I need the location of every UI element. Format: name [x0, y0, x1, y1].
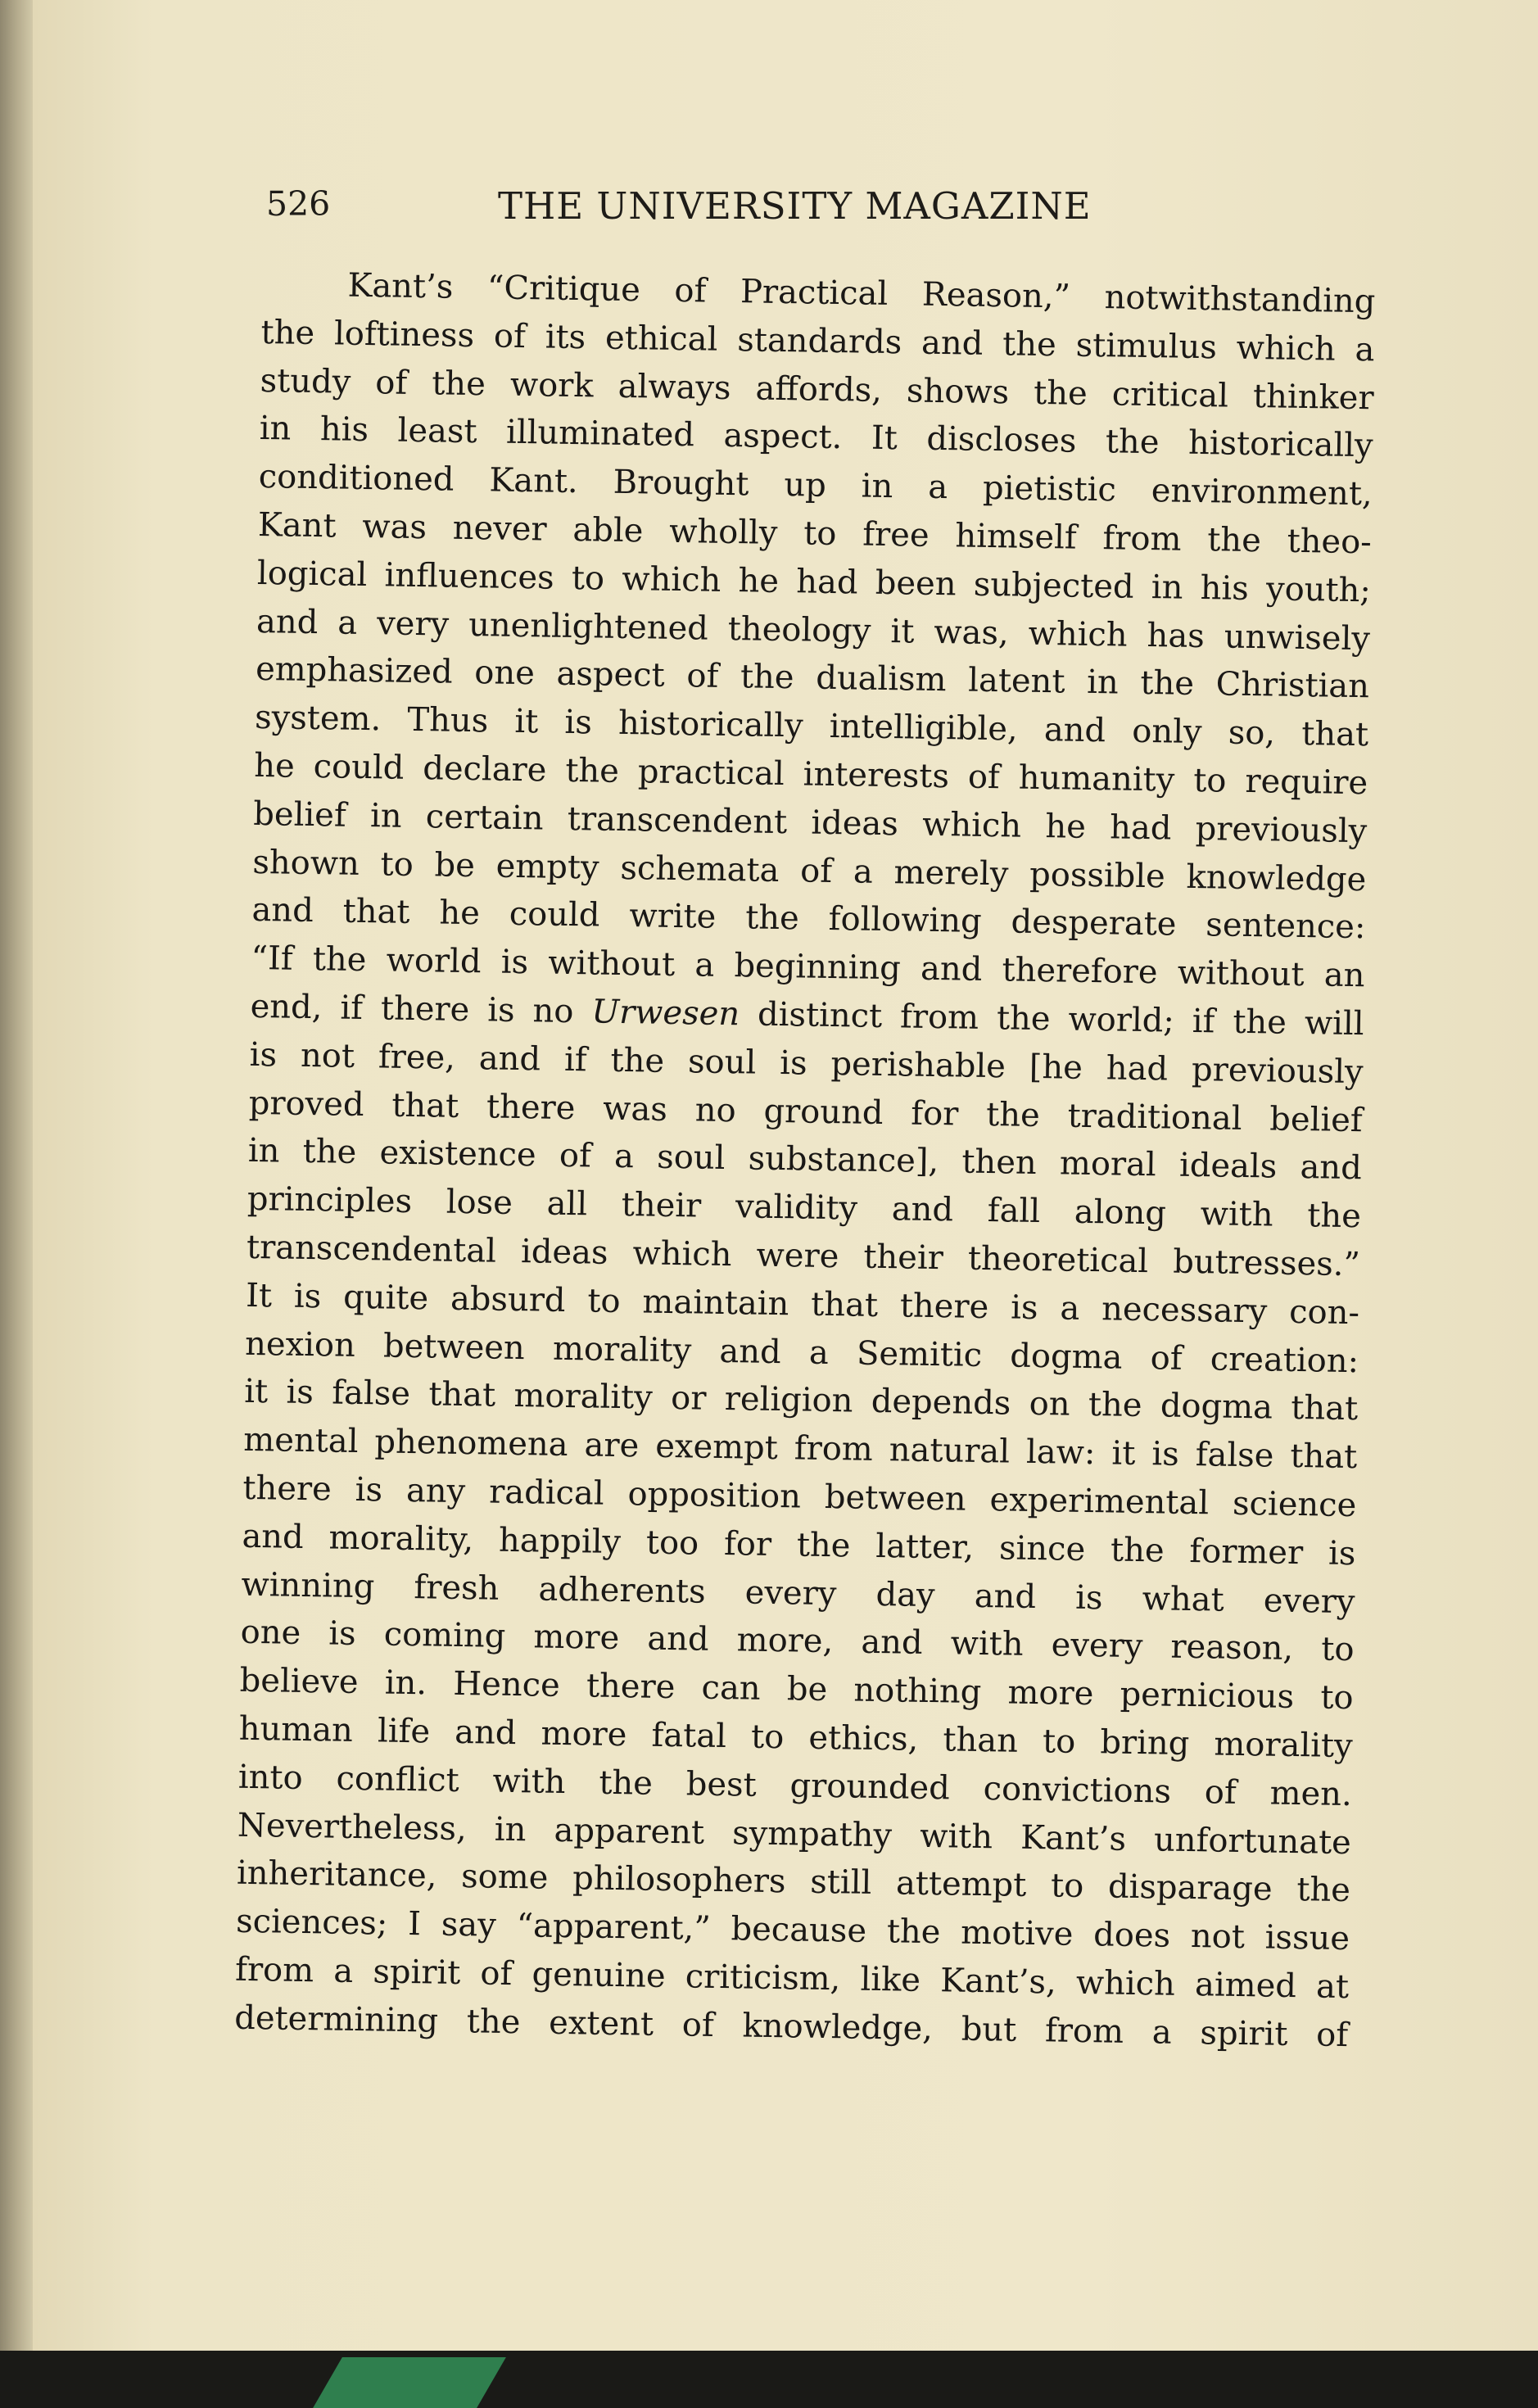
text-line: nexion between morality and a Semitic dogma of creation: — [244, 1324, 1359, 1380]
text-line: winning fresh adherents every day and is what every — [241, 1565, 1355, 1621]
text-line: proved that there was no ground for the traditional belief — [248, 1084, 1364, 1139]
text-line: human life and more fatal to ethics, than to bring morality — [238, 1709, 1354, 1766]
text-line: system. Thus it is historically intelligible, and only so, that — [254, 699, 1369, 754]
text-line: study of the work always affords, shows the critical thinker — [260, 361, 1374, 417]
text-line: inheritance, some philosophers still attempt to disparage the — [236, 1854, 1351, 1910]
text-line: principles lose all their validity and fall along with the — [247, 1180, 1362, 1236]
text-line: sciences; I say “apparent,” because the motive does not issue — [235, 1902, 1350, 1958]
running-header — [266, 184, 1142, 242]
text-line: Kant’s “Critique of Practical Reason,” notwithstanding — [347, 266, 1376, 321]
text-line: determining the extent of knowledge, but from a spirit of — [233, 1998, 1349, 2054]
green-bookmark — [313, 2357, 506, 2408]
text-line: is not free, and if the soul is perishable [he had previously — [249, 1035, 1364, 1091]
text-line: and that he could write the following desperate sentence: — [251, 891, 1366, 947]
text-line: transcendental ideas which were their theoretical butresses.” — [246, 1228, 1361, 1284]
text-line: the loftiness of its ethical standards and the stimulus which a — [260, 313, 1375, 369]
text-line: he could declare the practical interests of humanity to require — [253, 746, 1368, 803]
text-line: into conflict with the best grounded convictions of men. — [237, 1758, 1353, 1813]
text-line: there is any radical opposition between experimental science — [242, 1469, 1357, 1525]
text-line: end, if there is no Urwesen distinct from the world; if the will — [250, 987, 1364, 1043]
book-gutter — [0, 0, 33, 2408]
text-line: Kant was never able wholly to free himself from the theo- — [257, 505, 1373, 562]
text-line: in his least illuminated aspect. It discloses the historically — [259, 410, 1373, 465]
text-line: one is coming more and more, and with every reason, to — [240, 1614, 1355, 1669]
text-line: in the existence of a soul substance], then moral ideals and — [247, 1132, 1363, 1188]
text-line: and morality, happily too for the latter, since the former is — [242, 1517, 1356, 1573]
text-line: shown to be empty schemata of a merely possible knowledge — [252, 843, 1367, 898]
text-line: belief in certain transcendent ideas which he had previously — [253, 794, 1368, 851]
text-line: emphasized one aspect of the dualism latent in the Christian — [255, 650, 1370, 706]
text-line: “If the world is without a beginning and therefore without an — [251, 939, 1365, 995]
text-line: believe in. Hence there can be nothing more pernicious to — [239, 1661, 1354, 1718]
text-line: Nevertheless, in apparent sympathy with Kant’s unfortunate — [237, 1806, 1352, 1862]
text-line: it is false that morality or religion depends on the dogma that — [243, 1373, 1359, 1428]
body-paragraph — [234, 260, 1376, 2060]
text-line: mental phenomena are exempt from natural law: it is false that — [243, 1420, 1358, 1477]
text-line: conditioned Kant. Brought up in a pietistic environment, — [258, 458, 1373, 514]
text-line: and a very unenlightened theology it was, which has unwisely — [256, 602, 1371, 658]
text-line: It is quite absurd to maintain that there is a necessary con- — [245, 1276, 1360, 1332]
text-line: logical influences to which he had been subjected in his youth; — [256, 554, 1372, 610]
page-number: 526 — [266, 184, 331, 224]
scan-bottom-edge — [0, 2351, 1538, 2408]
text-line: from a spirit of genuine criticism, like Kant’s, which aimed at — [234, 1950, 1350, 2006]
running-title: THE UNIVERSITY MAGAZINE — [498, 184, 1092, 228]
